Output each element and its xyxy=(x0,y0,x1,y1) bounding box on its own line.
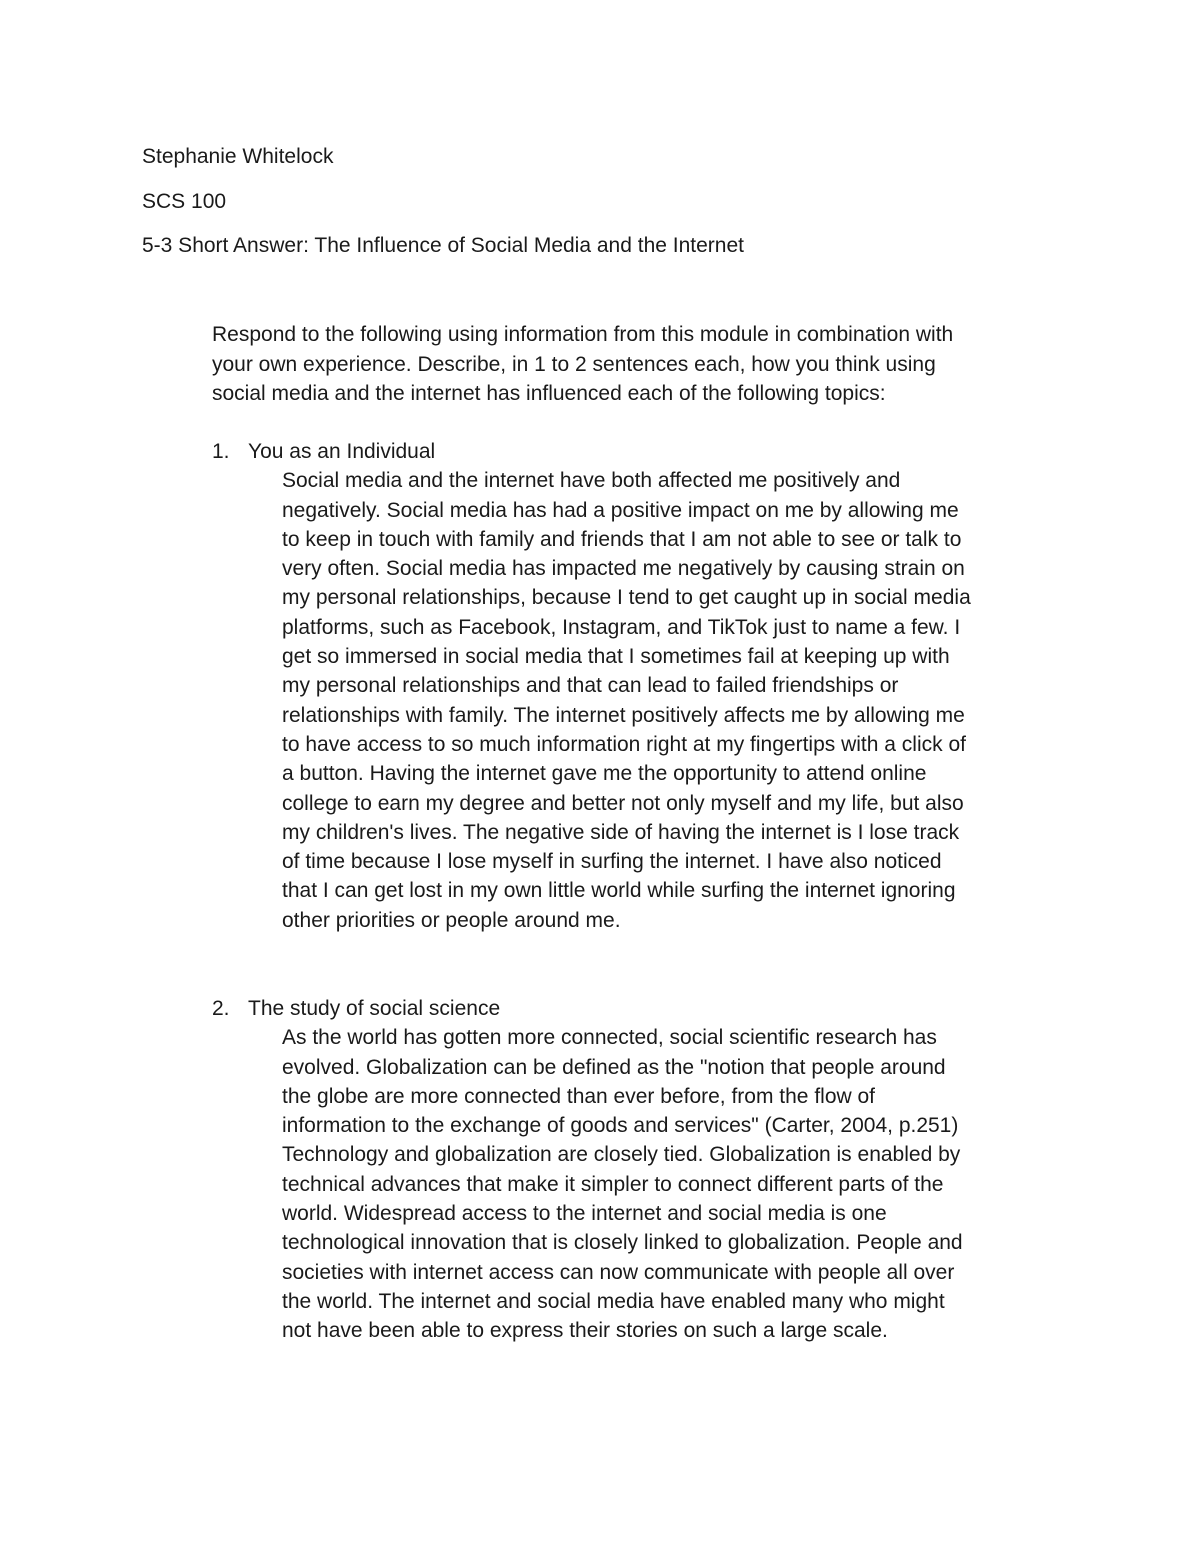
answer-line: other priorities or people around me. xyxy=(282,908,621,932)
answer-line: my personal relationships, because I tend to get caught up in social media xyxy=(282,586,971,610)
list-item-title: The study of social science xyxy=(248,997,501,1020)
answer-line: world. Widespread access to the internet and social media is one xyxy=(282,1202,887,1226)
answer-paragraph xyxy=(282,466,1092,935)
list-item-number: 1. xyxy=(212,440,230,463)
answer-line: to keep in touch with family and friends that I am not able to see or talk to xyxy=(282,527,962,551)
list-item-social-science xyxy=(212,994,1092,1346)
list-item-title: You as an Individual xyxy=(248,440,436,463)
prompt-line: social media and the internet has influenced each of the following topics: xyxy=(212,382,886,405)
answer-line: As the world has gotten more connected, social scientific research has xyxy=(282,1026,937,1050)
answer-line: not have been able to express their stories on such a large scale. xyxy=(282,1319,888,1343)
list-item-heading xyxy=(212,437,1092,466)
answer-line: of time because I lose myself in surfing the internet. I have also noticed xyxy=(282,850,942,874)
prompt-line: Respond to the following using information from this module in combination with xyxy=(212,323,954,346)
course-code: SCS 100 xyxy=(142,190,227,213)
list-item-number: 2. xyxy=(212,997,230,1020)
answer-line: very often. Social media has impacted me negatively by causing strain on xyxy=(282,557,965,581)
answer-line: college to earn my degree and better not only myself and my life, but also xyxy=(282,791,964,815)
answer-line: that I can get lost in my own little world while surfing the internet ignoring xyxy=(282,879,956,903)
prompt-paragraph xyxy=(212,320,1072,409)
answer-line: get so immersed in social media that I sometimes fail at keeping up with xyxy=(282,645,950,669)
answer-line: a button. Having the internet gave me the opportunity to attend online xyxy=(282,762,927,786)
assignment-title: 5-3 Short Answer: The Influence of Social Media and the Internet xyxy=(142,234,744,257)
answer-line: evolved. Globalization can be defined as the "notion that people around xyxy=(282,1055,946,1079)
answer-line: Social media and the internet have both affected me positively and xyxy=(282,469,901,493)
author-name: Stephanie Whitelock xyxy=(142,145,334,168)
answer-line: societies with internet access can now communicate with people all over xyxy=(282,1260,955,1284)
list-item-individual xyxy=(212,437,1092,935)
answer-line: the world. The internet and social media have enabled many who might xyxy=(282,1289,945,1313)
answer-line: negatively. Social media has had a positive impact on me by allowing me xyxy=(282,498,959,522)
prompt-line: your own experience. Describe, in 1 to 2 sentences each, how you think using xyxy=(212,352,936,376)
answer-line: relationships with family. The internet positively affects me by allowing me xyxy=(282,703,965,727)
answer-paragraph xyxy=(282,1023,1092,1345)
answer-line: my personal relationships and that can lead to failed friendships or xyxy=(282,674,899,698)
answer-line: the globe are more connected than ever before, from the flow of xyxy=(282,1084,876,1108)
answer-line: my children's lives. The negative side of having the internet is I lose track xyxy=(282,820,960,844)
answer-line: platforms, such as Facebook, Instagram, and TikTok just to name a few. I xyxy=(282,615,961,639)
answer-line: to have access to so much information right at my fingertips with a click of xyxy=(282,732,966,756)
answer-line: information to the exchange of goods and services" (Carter, 2004, p.251) xyxy=(282,1114,959,1138)
answer-line: Technology and globalization are closely tied. Globalization is enabled by xyxy=(282,1143,961,1167)
answer-line: technological innovation that is closely linked to globalization. People and xyxy=(282,1231,963,1255)
answer-line: technical advances that make it simpler to connect different parts of the xyxy=(282,1172,944,1196)
list-item-heading xyxy=(212,994,1092,1023)
